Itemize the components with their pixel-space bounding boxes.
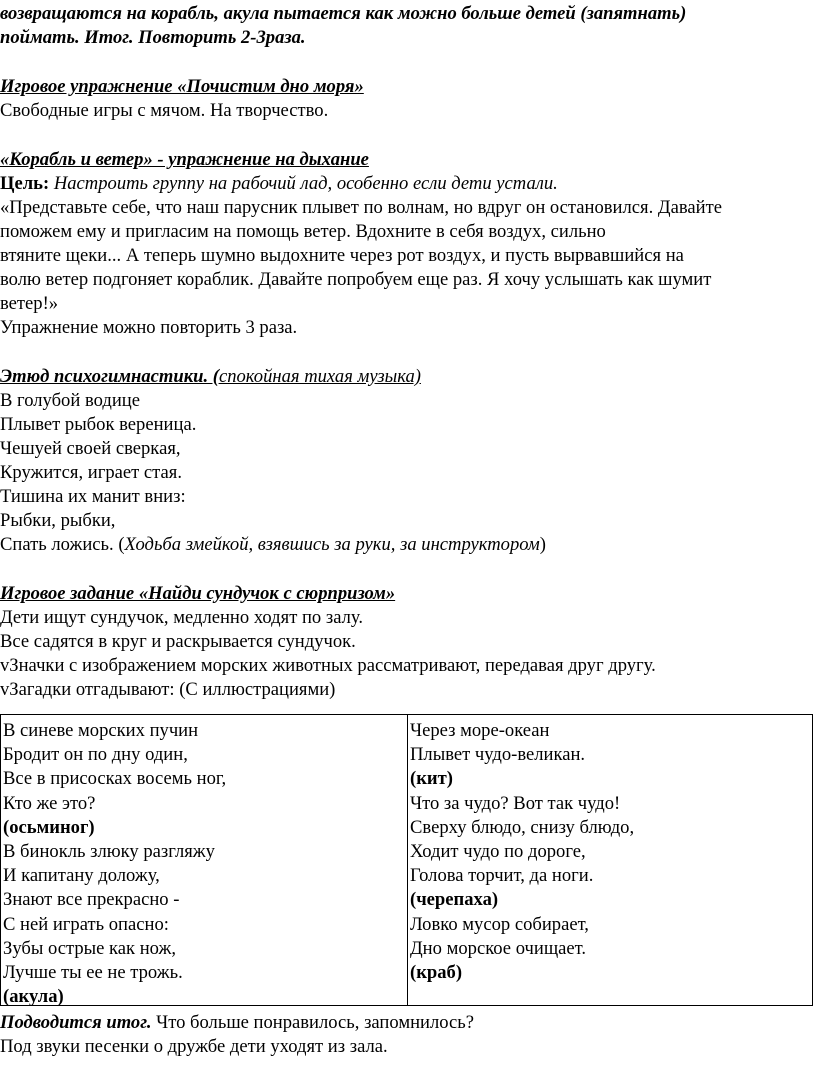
riddle-line: В синеве морских пучин [3, 720, 199, 741]
section4-line: Дети ищут сундучок, медленно ходят по залу. [0, 607, 363, 628]
riddle-line: Ходит чудо по дороге, [410, 841, 586, 862]
poem-last-line [0, 533, 546, 557]
section3-title [0, 365, 421, 389]
riddle-line: Что за чудо? Вот так чудо! [410, 792, 621, 814]
riddle-line: (черепаха) [410, 889, 499, 911]
section4-line: vЗначки с изображением морских животных рассматривают, передавая друг другу. [0, 655, 656, 676]
section2-goal [0, 172, 558, 196]
section4-title: Игровое задание «Найди сундучок с сюрпризом» [0, 583, 396, 604]
section2-line: ветер!» [0, 293, 59, 314]
goal-label: Цель: [0, 173, 50, 194]
riddle-line: В бинокль злюку разгляжу [3, 841, 215, 862]
section3-title-main: Этюд психогимнастики. ( [0, 366, 219, 387]
poem-line: Тишина их манит вниз: [0, 486, 186, 507]
summary-label: Подводится итог. [0, 1012, 152, 1033]
riddle-line: С ней играть опасно: [3, 913, 169, 935]
goal-text: Настроить группу на рабочий лад, особенно если дети устали. [49, 173, 558, 194]
summary-line [0, 1011, 474, 1035]
intro-line-1: возвращаются на корабль, акула пытается как можно больше детей (запятнать) [0, 3, 687, 24]
riddle-line: Кто же это? [3, 792, 96, 814]
riddle-line: (кит) [410, 768, 453, 790]
poem-line: Рыбки, рыбки, [0, 510, 116, 531]
summary-text: Что больше понравилось, запомнилось? [151, 1012, 475, 1033]
riddle-line: Знают все прекрасно - [3, 889, 180, 911]
poem-last-end: ) [539, 534, 546, 555]
riddle-line: Плывет чудо-великан. [410, 744, 586, 766]
riddle-line: Дно морское очищает. [410, 937, 587, 959]
poem-line: Плывет рыбок вереница. [0, 414, 197, 435]
section4-line: Все садятся в круг и раскрывается сундучок. [0, 631, 356, 652]
poem-last-plain: Спать ложись. ( [0, 534, 125, 555]
table-column-divider [407, 715, 408, 1005]
riddle-line: Зубы острые как нож, [3, 937, 176, 959]
section4-line: vЗагадки отгадывают: (С иллюстрациями) [0, 679, 336, 700]
riddle-line: Все в присосках восемь ног, [3, 768, 227, 790]
riddle-line: (краб) [410, 962, 463, 983]
section3-title-note: спокойная тихая музыка) [218, 366, 421, 387]
section2-line: втяните щеки... А теперь шумно выдохните через рот воздух, и пусть вырвавшийся на [0, 245, 684, 266]
riddles-table [0, 714, 813, 1006]
riddle-line: Лучше ты ее не трожь. [3, 962, 183, 983]
riddle-line: Ловко мусор собирает, [410, 913, 589, 935]
riddle-line: Сверху блюдо, снизу блюдо, [410, 816, 635, 838]
section2-title: «Корабль и ветер» - упражнение на дыхание [0, 149, 369, 170]
section2-line: волю ветер подгоняет кораблик. Давайте попробуем еще раз. Я хочу услышать как шумит [0, 269, 712, 290]
poem-line: В голубой водице [0, 390, 140, 411]
summary-last-line: Под звуки песенки о дружбе дети уходят из зала. [0, 1036, 388, 1057]
riddle-line: Бродит он по дну один, [3, 744, 188, 766]
riddle-line: И капитану доложу, [3, 865, 160, 887]
riddle-line: Голова торчит, да ноги. [410, 865, 594, 887]
section1-title: Игровое упражнение «Почистим дно моря» [0, 76, 364, 97]
riddle-line: (акула) [3, 986, 64, 1008]
section1-text: Свободные игры с мячом. На творчество. [0, 100, 329, 121]
riddle-line: (осьминог) [3, 816, 95, 838]
poem-line: Кружится, играет стая. [0, 462, 182, 483]
section2-line: Упражнение можно повторить 3 раза. [0, 317, 298, 338]
riddle-line: Через море-океан [410, 720, 550, 741]
poem-line: Чешуей своей сверкая, [0, 438, 181, 459]
section2-line: «Представьте себе, что наш парусник плывет по волнам, но вдруг он остановился. Давайте [0, 197, 722, 218]
intro-line-2: поймать. Итог. Повторить 2-3раза. [0, 27, 306, 48]
poem-last-italic: Ходьба змейкой, взявшись за руки, за инструктором [124, 534, 540, 555]
section2-line: поможем ему и пригласим на помощь ветер. Вдохните в себя воздух, сильно [0, 221, 606, 242]
